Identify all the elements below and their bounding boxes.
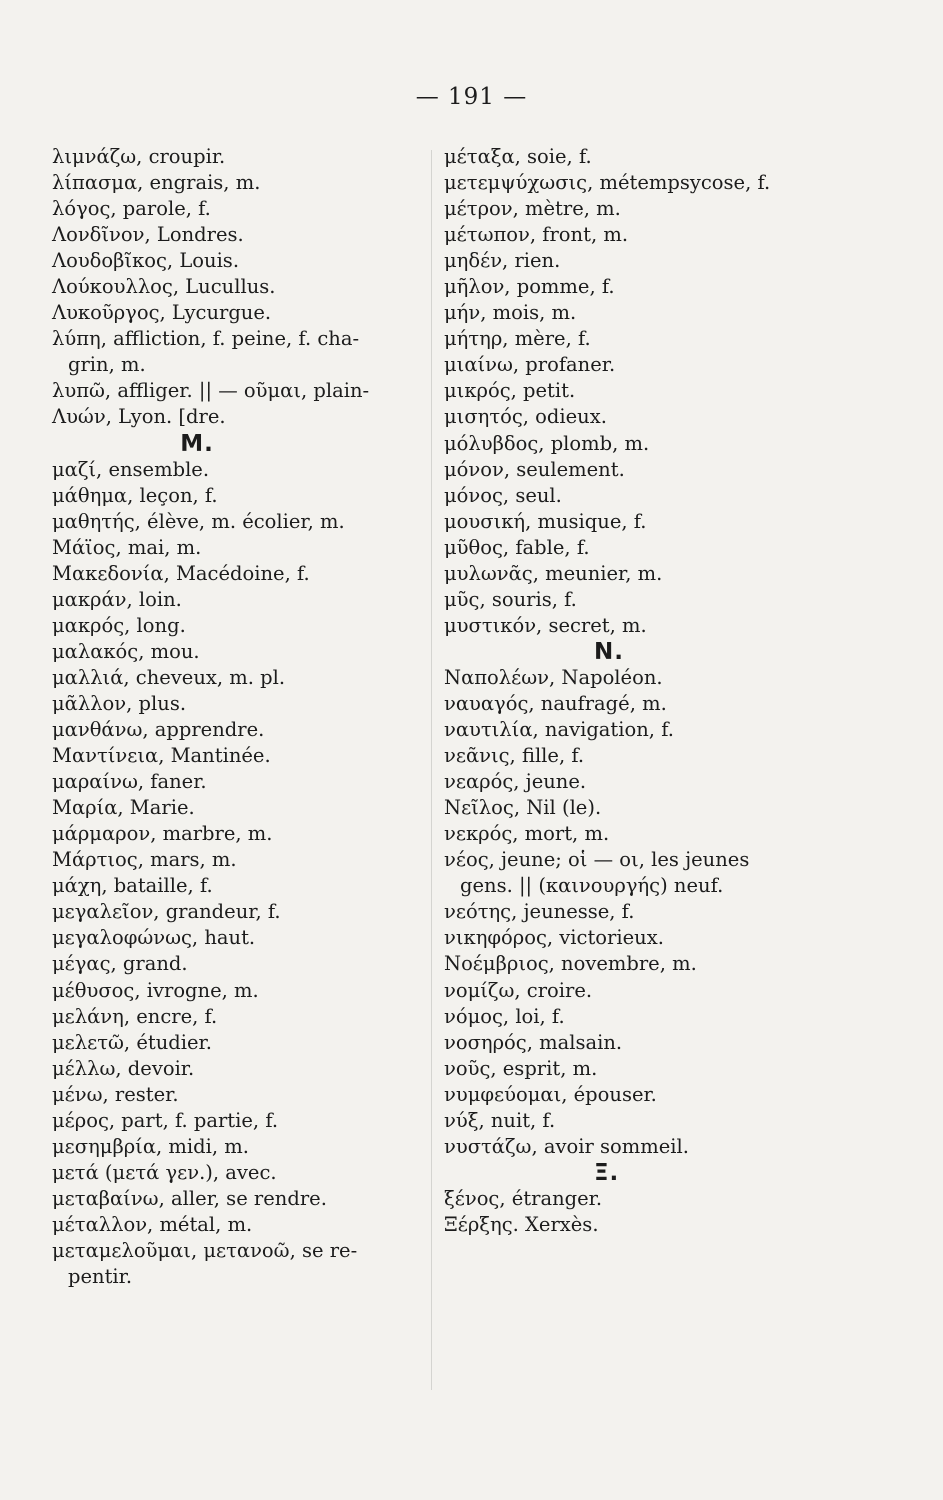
dictionary-entry: ξένος, étranger. bbox=[444, 1186, 603, 1210]
letter-heading: Ξ. bbox=[594, 1159, 620, 1186]
dictionary-entry: μυστικόν, secret, m. bbox=[444, 613, 647, 637]
dictionary-entry: μεταβαίνω, aller, se rendre. bbox=[52, 1186, 327, 1210]
dictionary-entry: μῦθος, fable, f. bbox=[444, 535, 590, 559]
dictionary-entry: ναυαγός, naufragé, m. bbox=[444, 691, 667, 715]
dictionary-entry: λύπη, affliction, f. peine, f. cha- bbox=[52, 327, 360, 351]
dictionary-entry: μετεμψύχωσις, métempsycose, f. bbox=[444, 171, 771, 195]
dictionary-entry: νεᾶνις, fille, f. bbox=[444, 744, 585, 768]
dictionary-entry: μεσημβρία, midi, m. bbox=[52, 1134, 249, 1158]
dictionary-entry: Λούκουλλος, Lucullus. bbox=[52, 275, 276, 299]
dictionary-entry: Νεῖλος, Nil (le). bbox=[444, 796, 602, 820]
dictionary-entry: Μαντίνεια, Mantinée. bbox=[52, 744, 271, 768]
dictionary-entry: ναυτιλία, navigation, f. bbox=[444, 718, 674, 742]
dictionary-entry: μελάνη, encre, f. bbox=[52, 1004, 218, 1028]
dictionary-entry: μάρμαρον, marbre, m. bbox=[52, 822, 273, 846]
dictionary-entry: Λουδοβῖκος, Louis. bbox=[52, 249, 240, 273]
dictionary-entry: λίπασμα, engrais, m. bbox=[52, 171, 261, 195]
dictionary-entry: μόλυβδος, plomb, m. bbox=[444, 431, 650, 455]
dictionary-entry: μέλλω, devoir. bbox=[52, 1056, 195, 1080]
dictionary-entry: μέγας, grand. bbox=[52, 952, 188, 976]
dictionary-entry: Μάρτιος, mars, m. bbox=[52, 848, 237, 872]
left-column bbox=[52, 144, 422, 1290]
dictionary-entry: Ξέρξης. Xerxès. bbox=[444, 1212, 599, 1236]
dictionary-entry: μάθημα, leçon, f. bbox=[52, 483, 218, 507]
dictionary-entry: λυπῶ, affliger. || — οῦμαι, plain- bbox=[52, 379, 370, 403]
dictionary-entry: μαλακός, mou. bbox=[52, 639, 200, 663]
dictionary-entry: Λυών, Lyon. [dre. bbox=[52, 405, 226, 429]
dictionary-entry: μαραίνω, faner. bbox=[52, 770, 207, 794]
dictionary-entry: μήν, mois, m. bbox=[444, 301, 577, 325]
dictionary-entry: μᾶλλον, plus. bbox=[52, 691, 187, 715]
dictionary-entry: μεγαλεῖον, grandeur, f. bbox=[52, 900, 281, 924]
dictionary-entry: νυστάζω, avoir sommeil. bbox=[444, 1134, 689, 1158]
dictionary-entry: νέος, jeune; οἱ — οι, les jeunes bbox=[444, 848, 750, 872]
dictionary-entry: μικρός, petit. bbox=[444, 379, 576, 403]
dictionary-entry: Νοέμβριος, novembre, m. bbox=[444, 952, 697, 976]
dictionary-entry: νεότης, jeunesse, f. bbox=[444, 900, 635, 924]
dictionary-entry: λόγος, parole, f. bbox=[52, 197, 211, 221]
letter-heading: Μ. bbox=[180, 430, 214, 457]
dictionary-entry: Μάϊος, mai, m. bbox=[52, 535, 202, 559]
dictionary-entry: μέταλλον, métal, m. bbox=[52, 1212, 253, 1236]
dictionary-entry: Λονδῖνον, Londres. bbox=[52, 223, 244, 247]
dictionary-entry: μῆλον, pomme, f. bbox=[444, 275, 615, 299]
page-number: — 191 — bbox=[415, 84, 528, 110]
dictionary-entry: μαθητής, élève, m. écolier, m. bbox=[52, 509, 345, 533]
dictionary-entry: νόμος, loi, f. bbox=[444, 1004, 565, 1028]
right-column bbox=[444, 144, 844, 1238]
dictionary-entry: μηδέν, rien. bbox=[444, 249, 561, 273]
dictionary-entry: νεαρός, jeune. bbox=[444, 770, 587, 794]
dictionary-entry: μέρος, part, f. partie, f. bbox=[52, 1108, 279, 1132]
dictionary-entry: Μαρία, Marie. bbox=[52, 796, 195, 820]
entry-continuation: grin, m. bbox=[68, 353, 146, 377]
dictionary-entry: μέταξα, soie, f. bbox=[444, 145, 592, 168]
dictionary-entry: μόνος, seul. bbox=[444, 483, 562, 507]
dictionary-entry: Ναπολέων, Napoléon. bbox=[444, 665, 663, 689]
dictionary-entry: νικηφόρος, victorieux. bbox=[444, 926, 664, 950]
dictionary-entry: νυμφεύομαι, épouser. bbox=[444, 1082, 657, 1106]
dictionary-entry: μέτρον, mètre, m. bbox=[444, 197, 621, 221]
dictionary-entry: μαζί, ensemble. bbox=[52, 457, 210, 481]
dictionary-entry: μελετῶ, étudier. bbox=[52, 1030, 212, 1054]
column-divider bbox=[431, 150, 432, 1390]
entry-continuation: pentir. bbox=[68, 1265, 133, 1289]
dictionary-entry: νύξ, nuit, f. bbox=[444, 1108, 556, 1132]
entry-continuation: gens. || (καινουργής) neuf. bbox=[460, 874, 724, 898]
dictionary-entry: μήτηρ, mère, f. bbox=[444, 327, 591, 351]
dictionary-entry: νοῦς, esprit, m. bbox=[444, 1056, 598, 1080]
dictionary-entry: λιμνάζω, croupir. bbox=[52, 145, 226, 168]
dictionary-entry: μαλλιά, cheveux, m. pl. bbox=[52, 665, 286, 689]
dictionary-entry: νεκρός, mort, m. bbox=[444, 822, 610, 846]
dictionary-entry: μακράν, loin. bbox=[52, 587, 182, 611]
dictionary-entry: μισητός, odieux. bbox=[444, 405, 607, 429]
dictionary-entry: Λυκοῦργος, Lycurgue. bbox=[52, 301, 272, 325]
dictionary-entry: μιαίνω, profaner. bbox=[444, 353, 616, 377]
dictionary-entry: μεγαλοφώνως, haut. bbox=[52, 926, 256, 950]
dictionary-entry: μουσική, musique, f. bbox=[444, 509, 647, 533]
dictionary-entry: μετά (μετά γεν.), avec. bbox=[52, 1160, 277, 1184]
dictionary-entry: μέθυσος, ivrogne, m. bbox=[52, 978, 259, 1002]
dictionary-entry: μένω, rester. bbox=[52, 1082, 179, 1106]
dictionary-entry: Μακεδονία, Macédoine, f. bbox=[52, 561, 310, 585]
dictionary-entry: μεταμελοῦμαι, μετανοῶ, se re- bbox=[52, 1238, 358, 1262]
dictionary-entry: μῦς, souris, f. bbox=[444, 587, 577, 611]
dictionary-entry: μάχη, bataille, f. bbox=[52, 874, 213, 898]
dictionary-entry: μυλωνᾶς, meunier, m. bbox=[444, 561, 663, 585]
dictionary-entry: μακρός, long. bbox=[52, 613, 186, 637]
letter-heading: Ν. bbox=[594, 638, 624, 665]
dictionary-entry: μέτωπον, front, m. bbox=[444, 223, 629, 247]
dictionary-entry: νομίζω, croire. bbox=[444, 978, 593, 1002]
dictionary-entry: μόνον, seulement. bbox=[444, 457, 625, 481]
dictionary-entry: μανθάνω, apprendre. bbox=[52, 718, 265, 742]
dictionary-entry: νοσηρός, malsain. bbox=[444, 1030, 623, 1054]
